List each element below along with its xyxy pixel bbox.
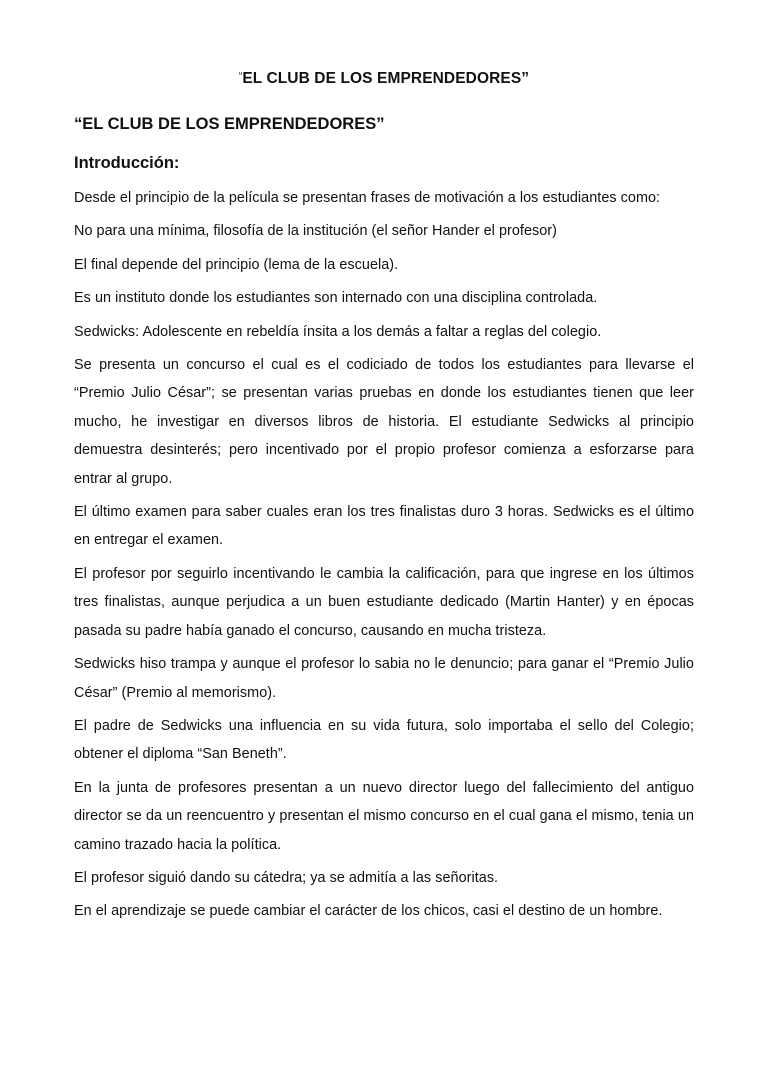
paragraph: El final depende del principio (lema de la escuela). bbox=[74, 256, 399, 273]
section-heading-introduccion: Introducción: bbox=[74, 154, 180, 172]
paragraph: Desde el principio de la película se presentan frases de motivación a los estudiantes como: bbox=[74, 190, 661, 206]
header-title-text: EL CLUB DE LOS EMPRENDEDORES” bbox=[242, 70, 530, 87]
page-header-title bbox=[0, 70, 768, 88]
paragraph: En la junta de profesores presentan a un nuevo director luego del fallecimiento del antiguo director se da un reencuentro y presentan el mismo concurso en el cual gana el mismo, tenia un camino trazado hacia la política. bbox=[74, 779, 694, 853]
paragraph: Es un instituto donde los estudiantes son internado con una disciplina controlada. bbox=[74, 290, 598, 307]
paragraph: El profesor siguió dando su cátedra; ya se admitía a las señoritas. bbox=[74, 869, 499, 886]
paragraph: Sedwicks hiso trampa y aunque el profesor lo sabia no le denuncio; para ganar el “Premio Julio César” (Premio al memorismo). bbox=[74, 656, 694, 701]
header-open-quote: “ bbox=[238, 71, 243, 82]
document-title: “EL CLUB DE LOS EMPRENDEDORES” bbox=[74, 115, 385, 133]
paragraph: No para una mínima, filosofía de la institución (el señor Hander el profesor) bbox=[74, 223, 557, 240]
document-body bbox=[74, 111, 694, 931]
paragraph: El profesor por seguirlo incentivando le cambia la calificación, para que ingrese en los últimos tres finalistas, aunque perjudica a un buen estudiante dedicado (Martin Hanter) y en épocas pasada su padre había ganado el concurso, causando en mucha tristeza. bbox=[74, 565, 694, 639]
paragraph: El padre de Sedwicks una influencia en su vida futura, solo importaba el sello del Colegio; obtener el diploma “San Beneth”. bbox=[74, 717, 694, 763]
paragraph: Sedwicks: Adolescente en rebeldía ínsita a los demás a faltar a reglas del colegio. bbox=[74, 323, 602, 340]
paragraph: El último examen para saber cuales eran los tres finalistas duro 3 horas. Sedwicks es el último en entregar el examen. bbox=[74, 504, 694, 549]
paragraph: Se presenta un concurso el cual es el codiciado de todos los estudiantes para llevarse el “Premio Julio César”; se presentan varias pruebas en donde los estudiantes tienen que leer mucho, he investigar en diversos libros de historia. El estudiante Sedwicks al principio demuestra desinterés; pero incentivado por el propio profesor comienza a esforzarse para entrar al grupo. bbox=[74, 357, 694, 487]
paragraph: En el aprendizaje se puede cambiar el carácter de los chicos, casi el destino de un hombre. bbox=[74, 903, 663, 920]
